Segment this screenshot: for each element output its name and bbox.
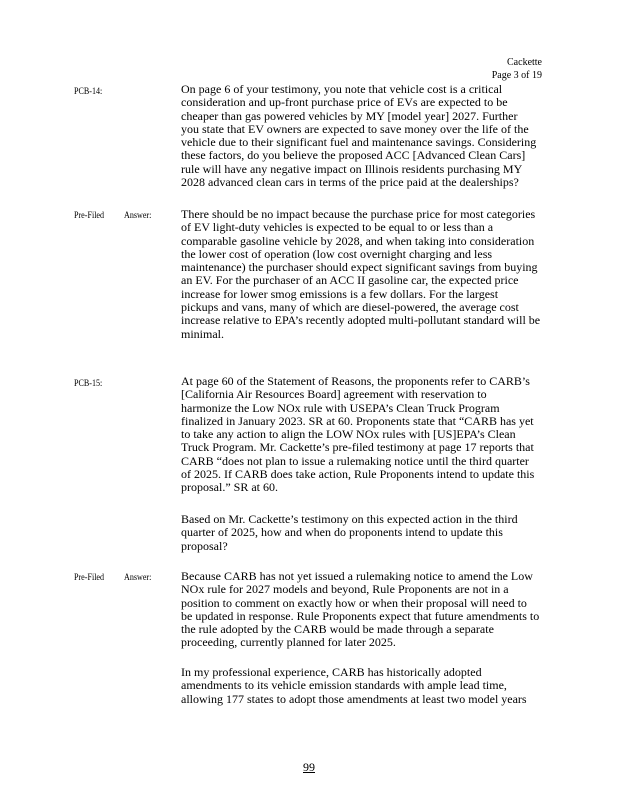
text-line: proposal? [181,538,228,553]
text-line: increase relative to EPA’s recently adopted multi-pollutant standard will be [181,313,541,328]
header-page-indicator: Page 3 of 19 [491,70,542,81]
text-line: cheaper than gas powered vehicles by MY [model year] 2027. Further [181,108,518,123]
answer-pcb-15-continued [181,666,553,706]
text-line: position to comment on exactly how or when their proposal will need to [181,595,527,610]
answer-label: Answer: [124,211,152,221]
text-line: 2028 advanced clean cars in terms of the price paid at the dealerships? [181,175,519,190]
answer-pcb-15-text [181,570,553,650]
text-line: pickups and vans, many of which are diesel-powered, the average cost [181,300,519,315]
page-header [492,56,542,82]
question-id-pcb-14: PCB-14: [74,87,103,97]
pre-filed-label: Pre-Filed [74,573,105,583]
text-line: [California Air Resources Board] agreement with reservation to [181,387,487,402]
text-line: proceeding, currently planned for later 2025. [181,635,396,650]
text-line: consideration and up-front purchase price of EVs are expected to be [181,95,508,110]
header-name: Cackette [507,57,542,68]
text-line: On page 6 of your testimony, you note that vehicle cost is a critical [181,82,503,96]
text-line: NOx rule for 2027 models and beyond, Rule Proponents are not in a [181,582,509,597]
text-line: of EV light-duty vehicles is expected to be equal to or less than a [181,220,494,235]
text-line: be updated in response. Rule Proponents expect that future amendments to [181,608,540,623]
text-line: the lower cost of operation (low cost overnight charging and less [181,246,493,261]
text-line: amendments to its vehicle emission standards with ample lead time, [181,678,507,693]
text-line: an EV. For the purchaser of an ACC II gasoline car, the expected price [181,273,519,288]
text-line: There should be no impact because the purchase price for most categories [181,207,536,221]
text-line: allowing 177 states to adopt those amendments at least two model years [181,691,527,706]
text-line: vehicle due to their significant fuel and maintenance savings. Considering [181,135,537,150]
text-line: At page 60 of the Statement of Reasons, the proponents refer to CARB’s [181,374,530,388]
text-line: CARB “does not plan to issue a rulemaking notice until the third quarter [181,453,529,468]
question-pcb-15-text [181,375,553,495]
text-line: comparable gasoline vehicle by 2028, and when taking into consideration [181,233,535,248]
text-line: these factors, do you believe the proposed ACC [Advanced Clean Cars] [181,148,526,163]
text-line: the rule adopted by the CARB would be made through a separate [181,622,494,637]
page-number: 99 [303,760,315,774]
text-line: minimal. [181,326,224,341]
answer-label: Answer: [124,573,152,583]
answer-pcb-14-text [181,208,553,341]
text-line: Because CARB has not yet issued a rulemaking notice to amend the Low [181,569,533,583]
question-pcb-14-text [181,83,553,189]
question-id-pcb-15: PCB-15: [74,379,103,389]
text-line: rule will have any negative impact on Illinois residents purchasing MY [181,161,523,176]
text-line: to take any action to align the LOW NOx rules with [US]EPA’s Clean [181,427,516,442]
text-line: finalized in January 2023. SR at 60. Proponents state that “CARB has yet [181,413,534,428]
pre-filed-label: Pre-Filed [74,211,105,221]
text-line: harmonize the Low NOx rule with USEPA’s Clean Truck Program [181,400,500,415]
text-line: quarter of 2025, how and when do proponents intend to update this [181,525,503,540]
text-line: Truck Program. Mr. Cackette’s pre-filed testimony at page 17 reports that [181,440,534,455]
question-pcb-15-followup [181,513,553,553]
text-line: maintenance) the purchaser should expect significant savings from buying [181,260,538,275]
text-line: you state that EV owners are expected to save money over the life of the [181,121,529,136]
text-line: proposal.” SR at 60. [181,480,278,495]
text-line: of 2025. If CARB does take action, Rule Proponents intend to update this [181,467,535,482]
text-line: increase for lower smog emissions is a few dollars. For the largest [181,286,499,301]
text-line: In my professional experience, CARB has historically adopted [181,665,482,679]
text-line: Based on Mr. Cackette’s testimony on this expected action in the third [181,512,518,526]
